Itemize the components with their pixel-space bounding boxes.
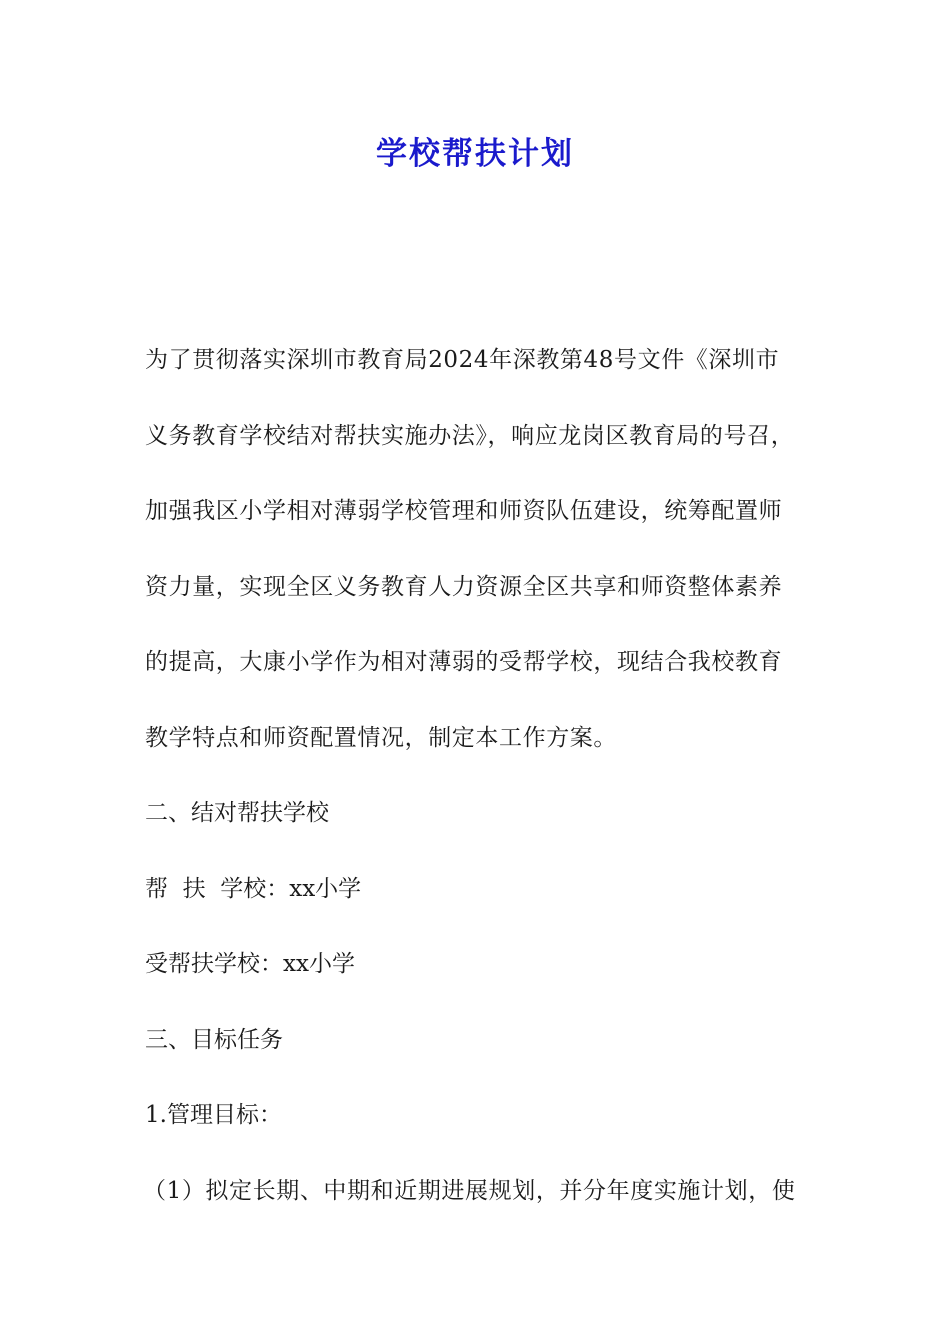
- management-goal-heading: 1.管理目标：: [145, 1102, 282, 1128]
- intro-line-4: 资力量，实现全区义务教育人力资源全区共享和师资整体素养: [145, 573, 783, 600]
- helped-school-line: 受帮扶学校：xx小学: [145, 951, 355, 977]
- section-two-heading: 二、结对帮扶学校: [145, 800, 329, 826]
- section-three-heading: 三、目标任务: [145, 1026, 283, 1053]
- document-body: [145, 338, 815, 1244]
- helping-school-line: 帮 扶 学校：xx小学: [145, 875, 362, 902]
- intro-line-5: 的提高，大康小学作为相对薄弱的受帮学校，现结合我校教育: [145, 649, 783, 675]
- intro-line-1: 为了贯彻落实深圳市教育局2024年深教第48号文件《深圳市: [145, 347, 780, 373]
- goal-item-1: （1）拟定长期、中期和近期进展规划，并分年度实施计划，使: [143, 1177, 796, 1204]
- document-title: 学校帮扶计划: [376, 136, 574, 172]
- intro-line-2: 义务教育学校结对帮扶实施办法》，响应龙岗区教育局的号召，: [145, 422, 795, 449]
- intro-line-6: 教学特点和师资配置情况，制定本工作方案。: [145, 724, 617, 751]
- intro-line-3: 加强我区小学相对薄弱学校管理和师资队伍建设，统筹配置师: [145, 498, 783, 524]
